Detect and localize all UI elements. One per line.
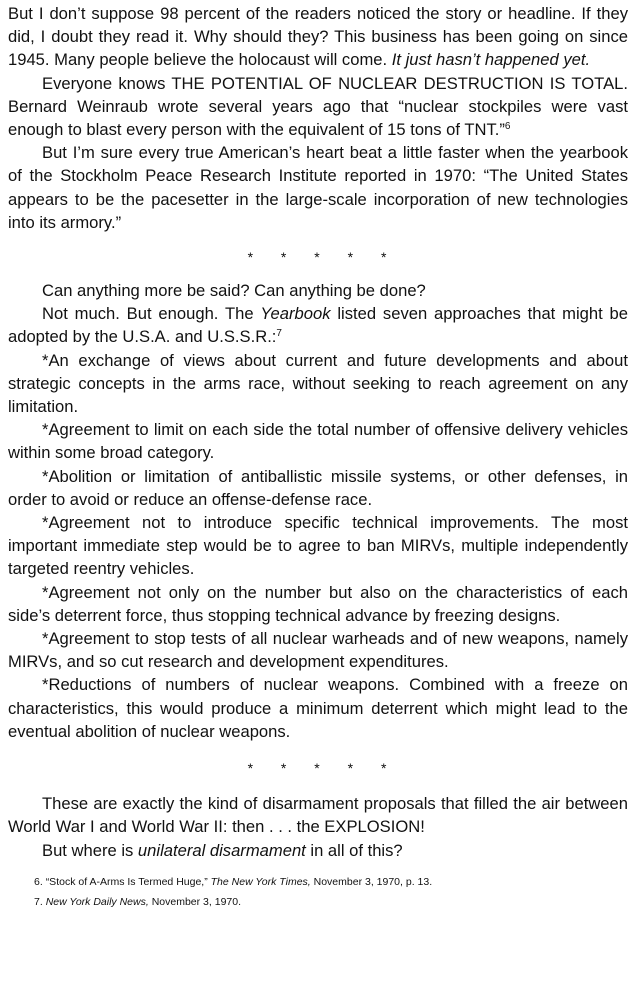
- footnote-6: 6. “Stock of A-Arms Is Termed Huge,” The New York Times, November 3, 1970, p. 13.: [34, 875, 433, 888]
- footnotes: [8, 872, 628, 912]
- paragraph-yearbook-approaches: Not much. But enough. The Yearbook listed seven approaches that might be adopted by the U.S.A. and U.S.S.R.:$^7$: [8, 304, 628, 347]
- italic-yearbook: Yearbook: [260, 304, 331, 324]
- approach-item: *Reductions of numbers of nuclear weapons. Combined with a freeze on characteristics, this would produce a minimum deterrent which might lead to the eventual abolition of nuclear weapons.: [8, 675, 628, 741]
- paragraph-stockholm-yearbook: But I’m sure every true American’s heart beat a little faster when the yearbook of the Stockholm Peace Research Institute reported in 1970: “The United States appears to be the pacesetter in the large-scale incorporation of new technologies into its armory.”: [8, 143, 628, 232]
- approach-item: *Agreement not to introduce specific technical improvements. The most important immediate step would be to agree to ban MIRVs, multiple independently targeted reentry vehicles.: [8, 513, 628, 579]
- approach-item: *Abolition or limitation of antiballistic missile systems, or other defenses, in order to avoid or reduce an offense-defense race.: [8, 466, 628, 509]
- footnote-ref-6: 6: [504, 121, 511, 133]
- approach-item: *An exchange of views about current and future developments and about strategic concepts in the arms race, without seeking to reach agreement on any limitation.: [8, 350, 628, 417]
- approach-item: *Agreement to limit on each side the total number of offensive delivery vehicles within some broad category.: [8, 420, 628, 463]
- italic-emphasis: It just hasn’t happened yet.: [391, 50, 591, 70]
- footnote-ref-7: 7: [276, 328, 282, 340]
- approach-item: *Agreement not only on the number but also on the characteristics of each side’s deterrent force, thus stopping technical advance by freezing designs.: [8, 582, 628, 625]
- italic-unilateral: unilateral disarmament: [137, 840, 306, 860]
- footnote-7: 7. New York Daily News, November 3, 1970.: [34, 895, 241, 908]
- section-separator: * * * * *: [247, 760, 399, 777]
- paragraph-disarmament-proposals: These are exactly the kind of disarmament proposals that filled the air between World War I and World War II: then . . . the EXPLOSION!: [8, 794, 628, 837]
- paragraph-question: Can anything more be said? Can anything be done?: [42, 281, 426, 301]
- paragraph-opening: But I don’t suppose 98 percent of the readers noticed the story or headline. If they did, I doubt they read it. Why should they? This business has been going on since 1945. Many people believe the holocaust will come. It just hasn’t happened yet.: [8, 4, 628, 70]
- section-separator: * * * * *: [247, 249, 399, 266]
- paragraph-nuclear-destruction: Everyone knows THE POTENTIAL OF NUCLEAR DESTRUCTION IS TOTAL. Bernard Weinraub wrote several years ago that “nuclear stockpiles were vast enough to blast every person with the equivalent of 15 tons of TNT.”$^6$: [8, 73, 628, 140]
- paragraph-unilateral: But where is unilateral disarmament in all of this?: [42, 840, 403, 860]
- approach-item: *Agreement to stop tests of all nuclear warheads and of new weapons, namely MIRVs, and so cut research and development expenditures.: [8, 629, 628, 672]
